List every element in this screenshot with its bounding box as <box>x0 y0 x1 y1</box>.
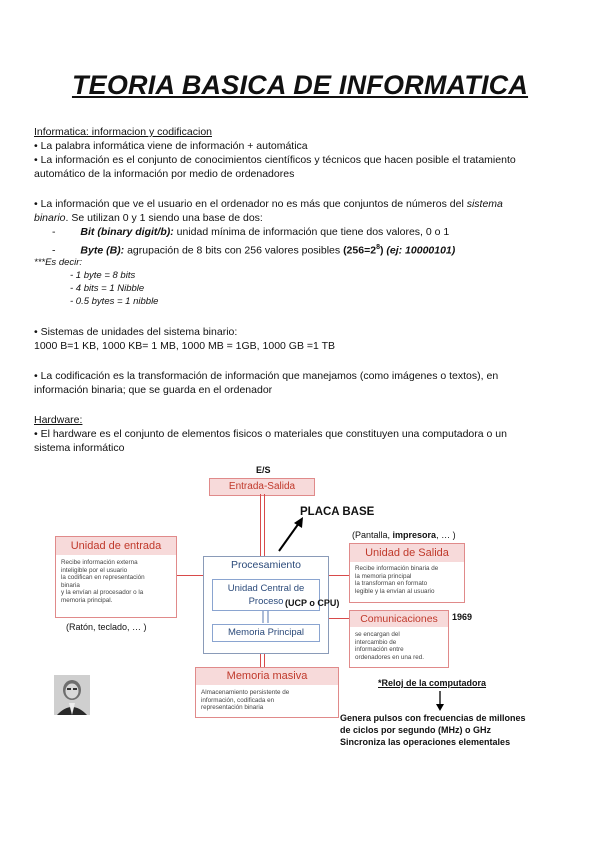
es-decir-label: ***Es decir: <box>34 257 83 268</box>
desc-line: intercambio de <box>355 638 397 646</box>
section-heading-informatica: Informatica: informacion y codificacion <box>34 126 212 138</box>
box-description <box>355 565 438 595</box>
paragraph-line: • La codificación es la transformación de información que manejamos (como imágenes o textos), en <box>34 370 499 382</box>
paragraph-line: 1000 B=1 KB, 1000 KB= 1 MB, 1000 MB = 1GB, 1000 GB =1 TB <box>34 340 335 352</box>
connector-line <box>175 575 203 576</box>
box-description <box>201 689 289 712</box>
desc-line: ordenadores en una red. <box>355 653 424 661</box>
definition: unidad mínima de información que tiene dos valores, 0 o 1 <box>173 226 450 238</box>
desc-line: información, codificada en <box>201 696 275 704</box>
connector-line <box>264 652 265 667</box>
dash: - <box>52 226 56 238</box>
example: (ej: 10000101) <box>383 244 456 257</box>
desc-line: la transforman en formato <box>355 580 428 587</box>
text-italic: sistema <box>466 198 503 210</box>
list-item-bit <box>52 225 449 239</box>
reloj-description <box>340 712 526 748</box>
reloj-label: *Reloj de la computadora <box>378 678 487 688</box>
desc-line: se encargan del <box>355 631 400 638</box>
paragraph-line: • Sistemas de unidades del sistema binario: <box>34 326 238 338</box>
placa-base-label: PLACA BASE <box>300 506 375 518</box>
exponent: 8 <box>376 244 380 251</box>
box-title: Memoria masiva <box>196 668 338 685</box>
page-title: TEORIA BASICA DE INFORMATICA <box>71 70 529 100</box>
desc-line: representación binaria <box>201 704 264 711</box>
text: , … ) <box>436 530 456 540</box>
paragraph-line: sistema informático <box>34 442 125 454</box>
box-title: Memoria Principal <box>227 627 305 638</box>
text: (Pantalla, <box>352 530 393 540</box>
paragraph-line: • La información es el conjunto de conocimientos científicos y técnicos que hacen posible el tratamiento <box>34 154 516 166</box>
definition: agrupación de 8 bits con 256 valores posibles <box>124 244 344 257</box>
desc-line: legible y la envían al usuario <box>355 587 435 595</box>
dash: - <box>52 244 56 257</box>
formula-end: ) <box>379 244 384 257</box>
box-description <box>355 631 424 661</box>
box-title: Procesamiento <box>230 559 302 571</box>
paragraph-line: • La palabra informática viene de información + automática <box>34 140 308 152</box>
desc-line: la memoria principal <box>355 572 412 580</box>
comunicaciones-box <box>349 610 449 668</box>
term-byte: Byte (B): <box>80 244 125 257</box>
paragraph-line <box>34 211 263 225</box>
box-title: Unidad de Salida <box>350 544 464 562</box>
box-description <box>61 559 145 604</box>
entrada-salida-box <box>209 478 315 496</box>
list-item: - 1 byte = 8 bits <box>70 270 136 281</box>
bidirectional-arrow-icon <box>259 610 273 624</box>
desc-line: y la envían al procesador o la <box>61 589 144 596</box>
list-item-byte <box>52 241 455 258</box>
ucp-note: (UCP o CPU) <box>285 598 340 608</box>
unidad-salida-box <box>349 543 465 603</box>
connector-line <box>327 618 349 619</box>
box-title: Unidad de entrada <box>56 537 176 555</box>
es-label: E/S <box>256 465 271 475</box>
memoria-masiva-box <box>195 667 339 718</box>
desc-line: binaria <box>61 581 80 589</box>
ucp-line: Proceso <box>248 596 284 607</box>
desc-line: Recibe información binaria de <box>355 565 439 572</box>
unidad-entrada-box <box>55 536 177 618</box>
pantalla-note <box>352 530 456 540</box>
text: . Se utilizan 0 y 1 siendo una base de dos: <box>65 212 263 224</box>
desc-line: inteligible por el usuario <box>61 566 128 574</box>
paragraph-line: • El hardware es el conjunto de elementos fisicos o materiales que constituyen una computadora o un <box>34 428 507 440</box>
desc-line: información entre <box>355 646 404 653</box>
ucp-line: Unidad Central de <box>227 583 305 594</box>
section-heading-hardware: Hardware: <box>34 414 83 426</box>
desc-line: de ciclos por segundo (MHz) o GHz <box>340 725 492 735</box>
portrait-photo <box>54 675 90 715</box>
connector-line <box>260 652 261 667</box>
list-item: - 0.5 bytes = 1 nibble <box>70 296 159 307</box>
box-title: Comunicaciones <box>350 611 448 627</box>
placa-base-arrow-icon <box>276 515 308 553</box>
box-title: Entrada-Salida <box>210 479 314 495</box>
raton-note: (Ratón, teclado, … ) <box>66 622 147 632</box>
connector-line <box>327 575 349 576</box>
desc-line: Recibe información externa <box>61 559 138 566</box>
down-arrow-icon <box>434 690 446 712</box>
text-italic: binario <box>34 212 66 224</box>
formula: (256=2 <box>343 244 377 257</box>
desc-line: Sincroniza las operaciones elementales <box>340 737 511 747</box>
memoria-principal-box <box>212 624 320 642</box>
text: • La información que ve el usuario en el ordenador no es más que conjuntos de números del <box>34 198 467 210</box>
desc-line: la codifican en representación <box>61 574 145 581</box>
paragraph-line <box>34 197 503 211</box>
paragraph-line: automático de la información por medio de ordenadores <box>34 168 295 180</box>
paragraph-line: información binaria; que se guarda en el ordenador <box>34 384 273 396</box>
connector-line <box>264 494 265 556</box>
connector-line <box>260 494 261 556</box>
year-label: 1969 <box>452 612 473 622</box>
term-bit: Bit (binary digit/b): <box>80 226 174 238</box>
desc-line: memoria principal. <box>61 596 113 604</box>
desc-line: Almacenamiento persistente de <box>201 689 290 696</box>
list-item: - 4 bits = 1 Nibble <box>70 283 145 294</box>
text-bold: impresora <box>392 530 437 540</box>
desc-line: Genera pulsos con frecuencias de millones <box>340 713 526 723</box>
